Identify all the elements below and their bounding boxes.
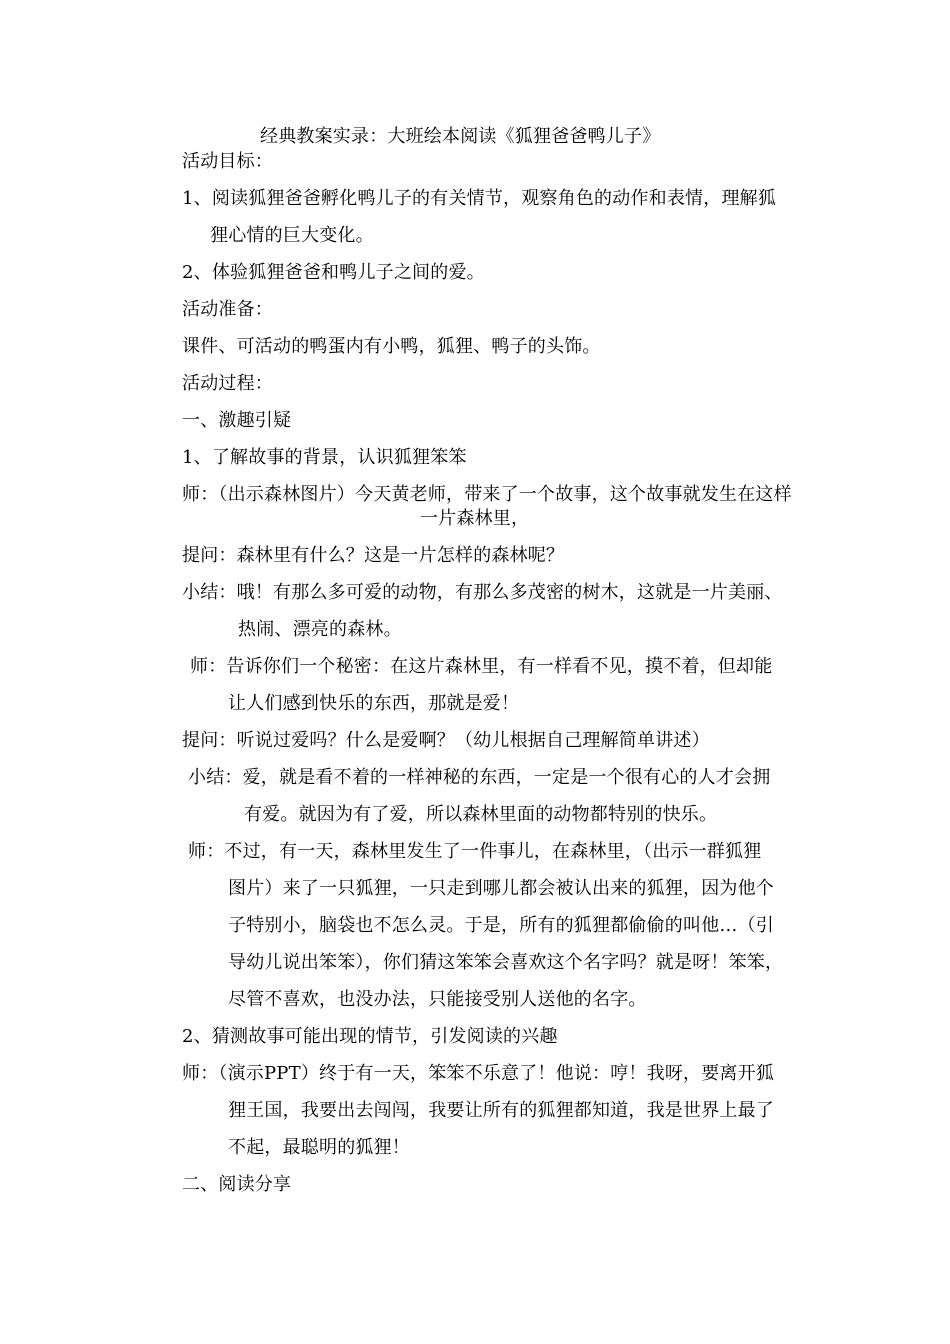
paragraph-line: 一片森林里，	[420, 508, 530, 529]
paragraph-line: 课件、可活动的鸭蛋内有小鸭，狐狸、鸭子的头饰。	[182, 336, 601, 357]
paragraph-line: 狸心情的巨大变化。	[210, 225, 374, 246]
section-heading-part-one: 一、激趣引疑	[182, 410, 292, 431]
paragraph-line: 热闹、漂亮的森林。	[238, 619, 402, 640]
paragraph-line: 提问：森林里有什么？这是一片怎样的森林呢？	[182, 545, 565, 566]
paragraph-line: 子特别小，脑袋也不怎么灵。于是，所有的狐狸都偷偷的叫他…（引	[228, 915, 774, 936]
paragraph-line: 导幼儿说出笨笨），你们猜这笨笨会喜欢这个名字吗？就是呀！笨笨，	[228, 952, 784, 973]
paragraph-line: 不起，最聪明的狐狸！	[228, 1137, 410, 1158]
paragraph-line: 师：（出示森林图片）今天黄老师，带来了一个故事，这个故事就发生在这样	[182, 484, 792, 505]
paragraph-line: 有爱。就因为有了爱，所以森林里面的动物都特别的快乐。	[244, 804, 718, 825]
paragraph-line: 2、体验狐狸爸爸和鸭儿子之间的爱。	[182, 262, 485, 283]
paragraph-line: 小结：爱，就是看不着的一样神秘的东西，一定是一个很有心的人才会拥	[188, 767, 771, 788]
paragraph-line: 让人们感到快乐的东西，那就是爱！	[228, 693, 520, 714]
paragraph-line: 提问：听说过爱吗？什么是爱啊？（幼儿根据自己理解简单讲述）	[182, 730, 710, 751]
paragraph-line: 师：（演示PPT）终于有一天，笨笨不乐意了！他说：哼！我呀，要离开狐	[182, 1063, 775, 1084]
section-heading-preparation: 活动准备：	[182, 299, 273, 320]
paragraph-line: 师：告诉你们一个秘密：在这片森林里，有一样看不见，摸不着，但却能	[190, 656, 773, 677]
subheading-line: 1、了解故事的背景，认识狐狸笨笨	[182, 447, 467, 468]
paragraph-line: 师：不过，有一天，森林里发生了一件事儿，在森林里，（出示一群狐狸	[188, 841, 762, 862]
paragraph-line: 小结：哦！有那么多可爱的动物，有那么多茂密的树木，这就是一片美丽、	[182, 582, 783, 603]
paragraph-line: 图片）来了一只狐狸，一只走到哪儿都会被认出来的狐狸，因为他个	[228, 878, 774, 899]
paragraph-line: 尽管不喜欢，也没办法，只能接受别人送他的名字。	[228, 989, 647, 1010]
subheading-line: 2、猜测故事可能出现的情节，引发阅读的兴趣	[182, 1026, 558, 1047]
paragraph-line: 1、阅读狐狸爸爸孵化鸭儿子的有关情节，观察角色的动作和表情，理解狐	[182, 188, 777, 209]
section-heading-process: 活动过程：	[182, 373, 273, 394]
document-title: 经典教案实录：大班绘本阅读《狐狸爸爸鸭儿子》	[260, 126, 661, 147]
section-heading-part-two: 二、阅读分享	[182, 1174, 292, 1195]
section-heading-goals: 活动目标：	[182, 151, 273, 172]
paragraph-line: 狸王国，我要出去闯闯，我要让所有的狐狸都知道，我是世界上最了	[228, 1100, 774, 1121]
